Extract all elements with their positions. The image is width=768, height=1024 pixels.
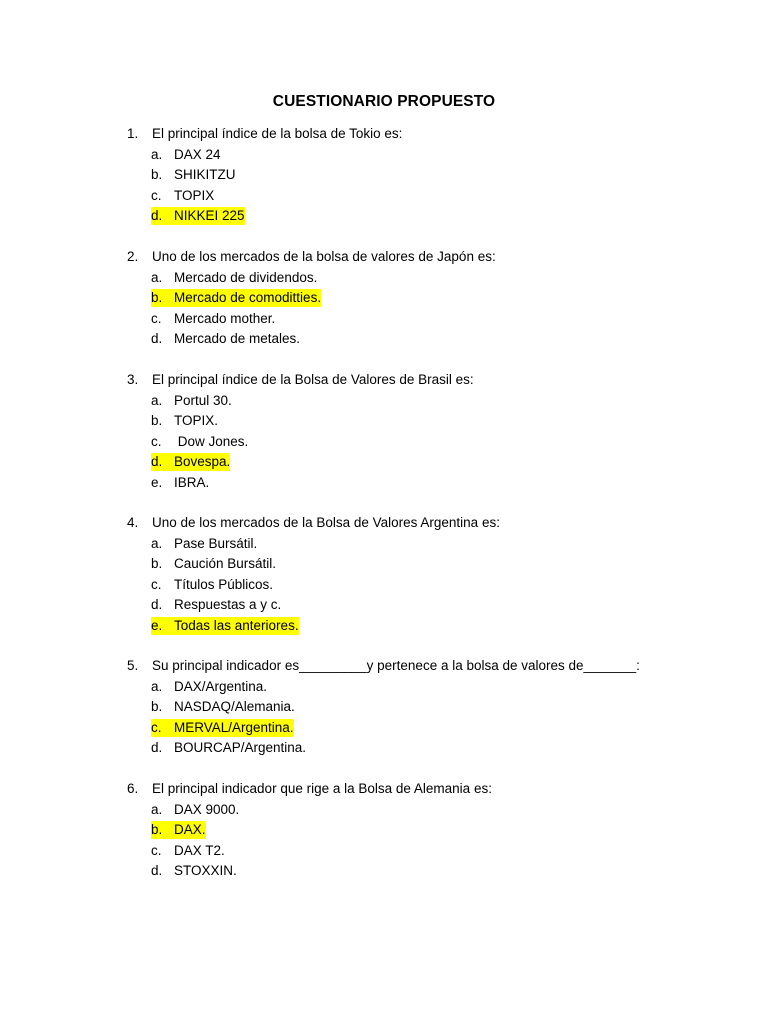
option-text: Respuestas a y c. — [174, 597, 282, 612]
answer-option-body — [151, 474, 209, 492]
document-title: CUESTIONARIO PROPUESTO — [272, 93, 496, 110]
option-letter: a. — [151, 678, 163, 694]
answer-option-body — [151, 269, 317, 287]
answer-option-body — [151, 698, 295, 716]
answer-option-body — [151, 739, 306, 757]
option-letter: c. — [151, 576, 162, 592]
question-text: Uno de los mercados de la Bolsa de Valores Argentina es: — [152, 515, 500, 530]
option-letter: a. — [151, 392, 163, 408]
option-letter: b. — [151, 413, 163, 428]
question-number: 2. — [127, 249, 139, 264]
question-text: Su principal indicador es_________y pertenece a la bolsa de valores de_______: — [152, 658, 640, 673]
option-letter: a. — [151, 269, 163, 285]
option-text: NIKKEI 225 — [174, 208, 245, 223]
option-text: Bovespa. — [174, 454, 231, 469]
question-text: Uno de los mercados de la bolsa de valores de Japón es: — [152, 249, 496, 264]
answer-option-body — [151, 412, 218, 430]
highlighted-correct-answer — [151, 617, 299, 635]
option-letter: a. — [151, 146, 163, 162]
option-letter: b. — [151, 290, 163, 305]
option-letter: c. — [151, 310, 162, 326]
option-text: Títulos Públicos. — [174, 576, 274, 592]
option-text: Mercado mother. — [174, 310, 276, 326]
option-text: NASDAQ/Alemania. — [174, 699, 295, 714]
option-letter: d. — [151, 331, 163, 346]
option-letter: b. — [151, 822, 163, 837]
option-letter: c. — [151, 187, 162, 203]
option-text: TOPIX — [174, 187, 215, 203]
option-text: Todas las anteriores. — [174, 617, 299, 633]
option-letter: a. — [151, 801, 163, 817]
answer-option-body — [151, 433, 248, 451]
highlighted-correct-answer — [151, 719, 294, 737]
option-text: DAX/Argentina. — [174, 678, 268, 694]
option-text: DAX. — [174, 822, 206, 837]
option-text: SHIKITZU — [174, 167, 236, 182]
highlighted-correct-answer — [151, 821, 206, 839]
option-text: DAX T2. — [174, 842, 225, 858]
option-letter: e. — [151, 617, 163, 633]
answer-option-body — [151, 310, 275, 328]
option-letter: b. — [151, 699, 163, 714]
option-text: IBRA. — [174, 474, 210, 490]
question-number: 6. — [127, 781, 139, 796]
answer-option-body — [151, 842, 225, 860]
answer-option-body — [151, 801, 239, 819]
question-number: 1. — [127, 126, 139, 141]
highlighted-correct-answer — [151, 453, 230, 471]
option-text: MERVAL/Argentina. — [174, 719, 294, 735]
answer-option-body — [151, 166, 236, 184]
answer-option-body — [151, 392, 232, 410]
answer-option-body — [151, 576, 273, 594]
answer-option-body — [151, 596, 281, 614]
option-text: Portul 30. — [174, 392, 232, 408]
answer-option-body — [151, 678, 267, 696]
answer-option-body — [151, 330, 300, 348]
option-text: TOPIX. — [174, 413, 219, 428]
option-text: Mercado de dividendos. — [174, 269, 318, 285]
highlighted-correct-answer — [151, 289, 321, 307]
option-letter: b. — [151, 167, 163, 182]
question-text: El principal indicador que rige a la Bolsa de Alemania es: — [152, 781, 492, 796]
option-text: Dow Jones. — [174, 433, 249, 449]
question-number: 5. — [127, 658, 139, 673]
option-letter: b. — [151, 556, 163, 571]
highlighted-correct-answer — [151, 207, 245, 225]
option-text: Mercado de metales. — [174, 331, 301, 346]
option-letter: e. — [151, 474, 163, 490]
option-letter: d. — [151, 208, 163, 223]
option-letter: c. — [151, 842, 162, 858]
question-text: El principal índice de la bolsa de Tokio es: — [152, 126, 403, 141]
question-number: 3. — [127, 372, 139, 387]
answer-option-body — [151, 862, 237, 880]
answer-option-body — [151, 535, 257, 553]
option-text: Caución Bursátil. — [174, 556, 277, 571]
option-text: Mercado de comoditties. — [174, 290, 322, 305]
option-letter: c. — [151, 433, 162, 449]
option-text: DAX 24 — [174, 146, 221, 162]
answer-option-body — [151, 146, 221, 164]
option-text: STOXXIN. — [174, 863, 237, 878]
option-text: BOURCAP/Argentina. — [174, 740, 307, 755]
answer-option-body — [151, 555, 276, 573]
option-letter: d. — [151, 740, 163, 755]
question-text: El principal índice de la Bolsa de Valores de Brasil es: — [152, 372, 474, 387]
option-letter: d. — [151, 863, 163, 878]
option-letter: a. — [151, 535, 163, 551]
option-letter: d. — [151, 454, 163, 469]
option-text: DAX 9000. — [174, 801, 240, 817]
question-number: 4. — [127, 515, 139, 530]
option-text: Pase Bursátil. — [174, 535, 258, 551]
option-letter: c. — [151, 719, 162, 735]
answer-option-body — [151, 187, 214, 205]
option-letter: d. — [151, 597, 163, 612]
